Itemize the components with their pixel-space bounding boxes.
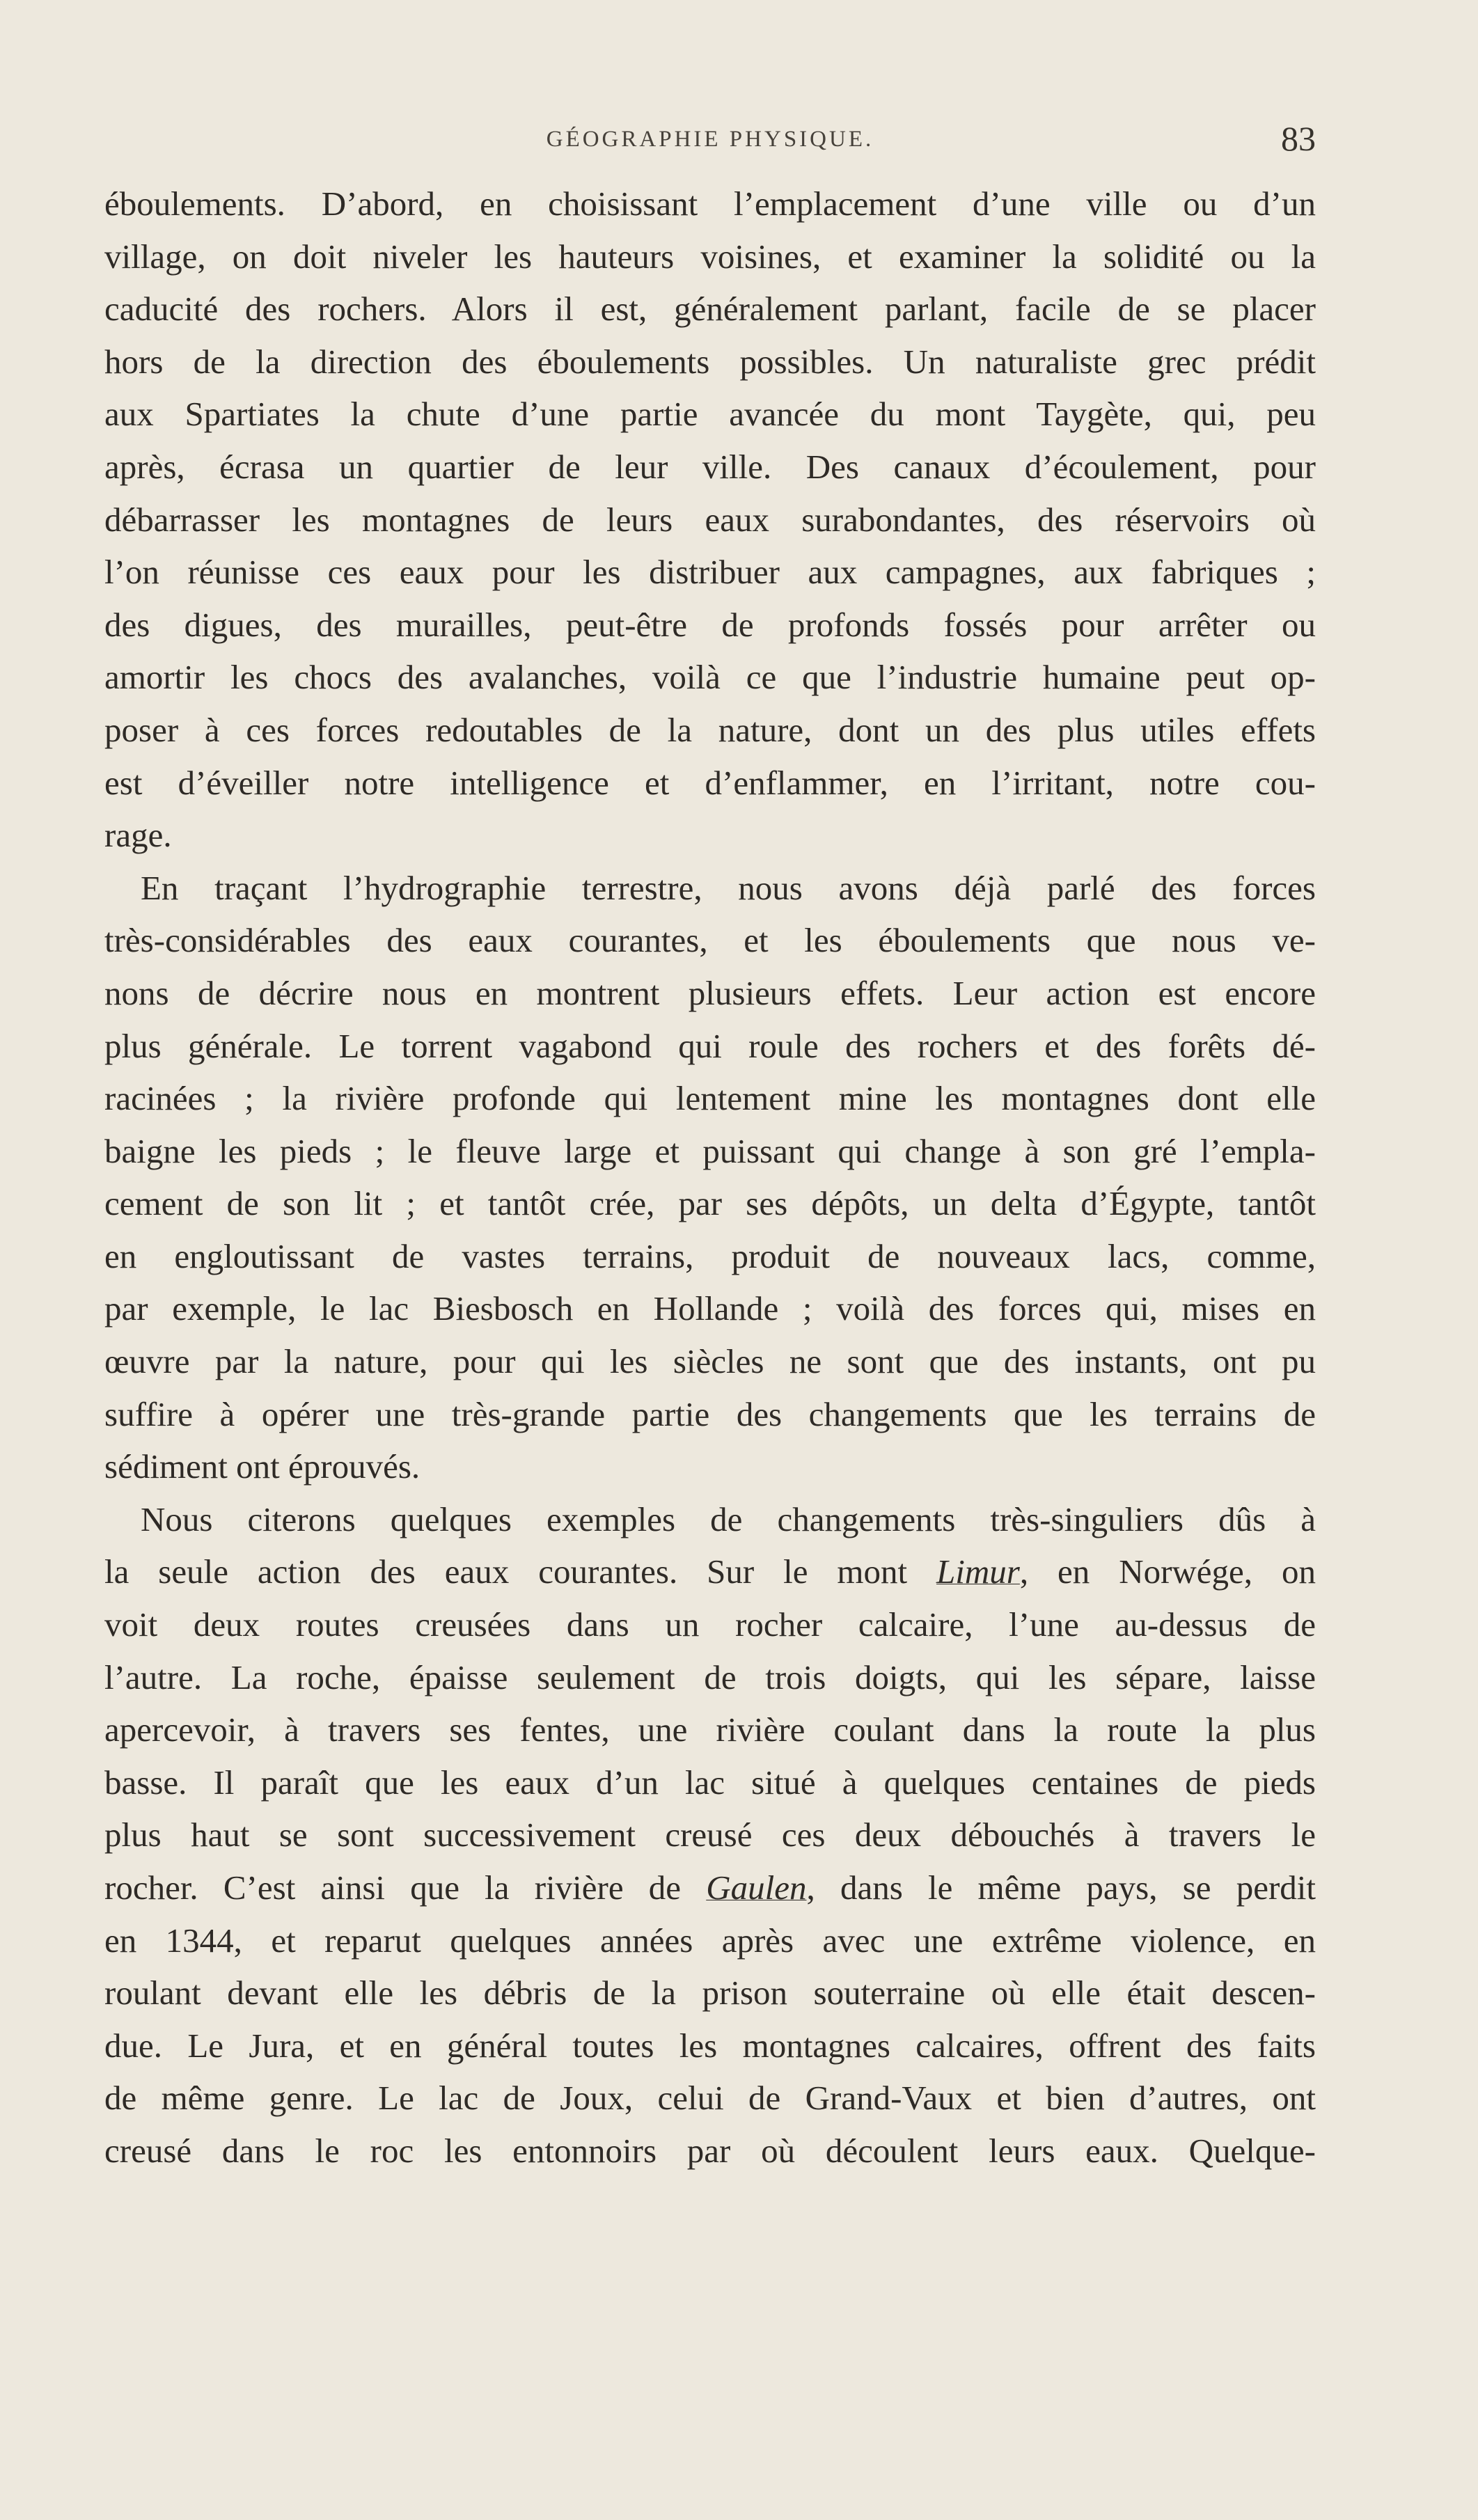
text-line: suffire à opérer une très-grande partie des changements que les terrains de: [104, 1394, 1316, 1433]
text-line: de même genre. Le lac de Joux, celui de Grand-Vaux et bien d’autres, ont: [104, 2079, 1316, 2118]
text-segment: , dans le même pays, se perdit: [806, 1868, 1316, 1907]
text-line: en engloutissant de vastes terrains, produit de nouveaux lacs, comme,: [104, 1236, 1316, 1275]
paragraph-first-line: En traçant l’hydrographie terrestre, nous avons déjà parlé des forces: [141, 868, 1316, 907]
text-line: œuvre par la nature, pour qui les siècles ne sont que des instants, ont pu: [104, 1342, 1316, 1381]
text-line: [104, 1545, 1316, 1598]
text-line: roulant devant elle les débris de la prison souterraine où elle était descen-: [104, 1974, 1316, 2013]
text-line: est d’éveiller notre intelligence et d’enflammer, en l’irritant, notre cou-: [104, 763, 1316, 802]
text-line: très-considérables des eaux courantes, et les éboulements que nous ve-: [104, 921, 1316, 960]
text-line: par exemple, le lac Biesbosch en Hollande ; voilà des forces qui, mises en: [104, 1289, 1316, 1328]
text-line: due. Le Jura, et en général toutes les montagnes calcaires, offrent des faits: [104, 2026, 1316, 2065]
text-line: des digues, des murailles, peut-être de profonds fossés pour arrêter ou: [104, 605, 1316, 644]
text-line: caducité des rochers. Alors il est, généralement parlant, facile de se placer: [104, 290, 1316, 329]
running-header: [104, 118, 1316, 167]
text-line: aux Spartiates la chute d’une partie avancée du mont Taygète, qui, peu: [104, 395, 1316, 434]
text-line: cement de son lit ; et tantôt crée, par ses dépôts, un delta d’Égypte, tantôt: [104, 1184, 1316, 1223]
italic-place-name: Limur: [936, 1552, 1020, 1591]
text-line: apercevoir, à travers ses fentes, une rivière coulant dans la route la plus: [104, 1710, 1316, 1749]
text-line: plus générale. Le torrent vagabond qui roule des rochers et des forêts dé-: [104, 1026, 1316, 1065]
text-line: baigne les pieds ; le fleuve large et puissant qui change à son gré l’empla-: [104, 1131, 1316, 1170]
text-line: amortir les chocs des avalanches, voilà ce que l’industrie humaine peut op-: [104, 658, 1316, 697]
text-line: village, on doit niveler les hauteurs voisines, et examiner la solidité ou la: [104, 237, 1316, 276]
text-line: creusé dans le roc les entonnoirs par où découlent leurs eaux. Quelque-: [104, 2131, 1316, 2170]
text-line: [104, 1861, 1316, 1914]
text-line: basse. Il paraît que les eaux d’un lac situé à quelques centaines de pieds: [104, 1763, 1316, 1802]
text-line: plus haut se sont successivement creusé ces deux débouchés à travers le: [104, 1816, 1316, 1854]
text-line: nons de décrire nous en montrent plusieurs effets. Leur action est encore: [104, 973, 1316, 1012]
text-line: débarrasser les montagnes de leurs eaux surabondantes, des réservoirs où: [104, 500, 1316, 539]
body-text: [104, 178, 1316, 2178]
text-line: voit deux routes creusées dans un rocher calcaire, l’une au-dessus de: [104, 1605, 1316, 1644]
text-line: en 1344, et reparut quelques années après avec une extrême violence, en: [104, 1921, 1316, 1960]
text-segment: rocher. C’est ainsi que la rivière de: [104, 1868, 707, 1907]
paragraph-last-line: sédiment ont éprouvés.: [104, 1447, 420, 1486]
text-segment: la seule action des eaux courantes. Sur le mont: [104, 1552, 937, 1591]
text-line: éboulements. D’abord, en choisissant l’emplacement d’une ville ou d’un: [104, 184, 1316, 223]
text-line: l’autre. La roche, épaisse seulement de trois doigts, qui les sépare, laisse: [104, 1657, 1316, 1696]
text-segment: , en Norwége, on: [1019, 1552, 1316, 1591]
text-line: poser à ces forces redoutables de la nature, dont un des plus utiles effets: [104, 710, 1316, 749]
text-line: l’on réunisse ces eaux pour les distribuer aux campagnes, aux fabriques ;: [104, 553, 1316, 592]
paragraph-last-line: rage.: [104, 816, 172, 855]
paragraph-first-line: Nous citerons quelques exemples de changements très-singuliers dûs à: [141, 1499, 1316, 1538]
italic-place-name: Gaulen: [706, 1868, 807, 1907]
text-line: après, écrasa un quartier de leur ville. Des canaux d’écoulement, pour: [104, 447, 1316, 486]
text-line: hors de la direction des éboulements possibles. Un naturaliste grec prédit: [104, 342, 1316, 381]
running-title: GÉOGRAPHIE PHYSIQUE.: [546, 127, 874, 152]
text-line: racinées ; la rivière profonde qui lentement mine les montagnes dont elle: [104, 1079, 1316, 1118]
page-number: 83: [1281, 119, 1316, 158]
